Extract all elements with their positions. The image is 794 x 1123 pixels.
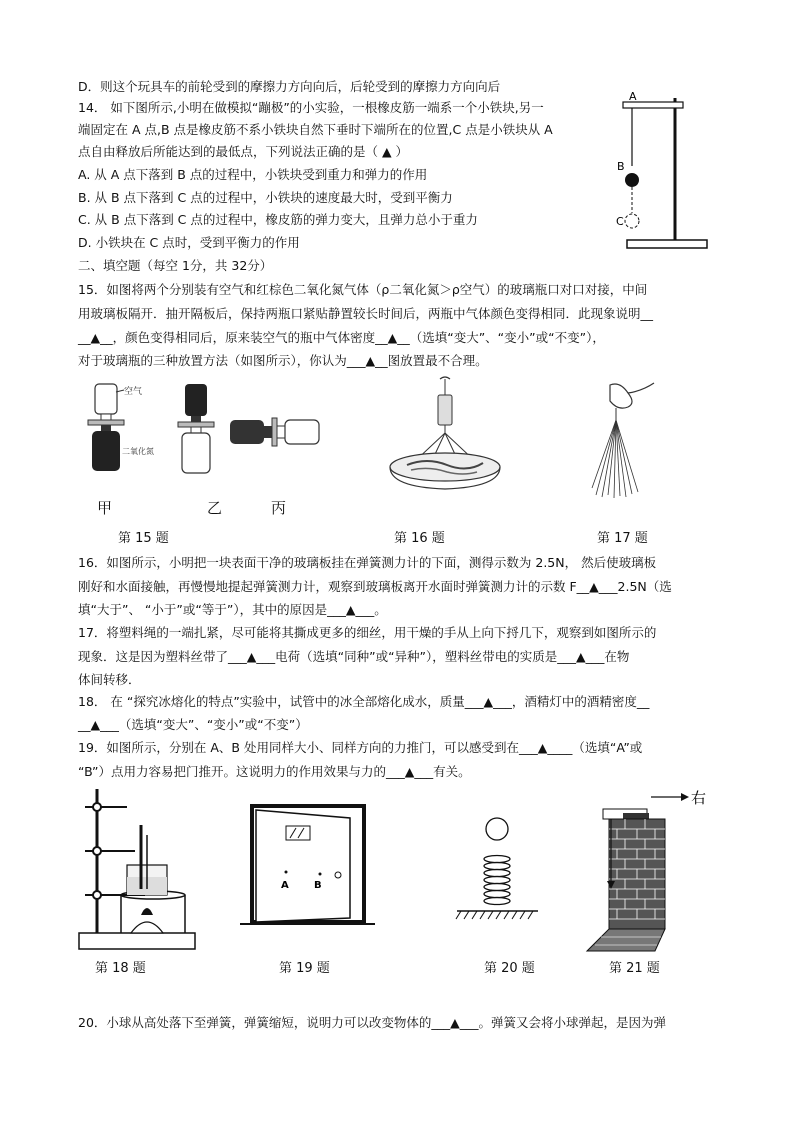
q18-stem-line1: 18． 在 “探究冰熔化的特点”实验中，试管中的冰全部熔化成水，质量___▲___，酒精灯中的酒精密度__ — [78, 694, 650, 709]
q14-stem-line3: 点自由释放后所能达到的最低点，下列说法正确的是（ ▲ ） — [78, 144, 409, 159]
q15-label-jia: 甲 — [97, 499, 113, 517]
q14-label-a: A — [629, 90, 637, 103]
q15-label-no2: 二氧化氮 — [122, 447, 154, 456]
q14-figure-bungee-stand — [605, 88, 715, 258]
q19-stem-line2: “B”）点用力容易把门推开。这说明力的作用效果与力的___▲___有关。 — [78, 764, 471, 779]
q14-label-b: B — [617, 160, 625, 173]
q20-caption: 第 20 题 — [484, 961, 535, 976]
q16-stem-line2: 刚好和水面接触，再慢慢地提起弹簧测力计，观察到玻璃板离开水面时弹簧测力计的示数 F__▲___2.5N（选 — [78, 579, 672, 594]
q15-label-yi: 乙 — [207, 499, 223, 517]
q16-caption: 第 16 题 — [394, 531, 445, 546]
q14-stem-line1: 14． 如下图所示,小明在做模拟“蹦极”的小实验，一根橡皮筋一端系一个小铁块,另一 — [78, 100, 544, 115]
q16-stem-line3: 填“大于”、 “小于”或“等于”），其中的原因是___▲___。 — [78, 602, 387, 617]
q19-caption: 第 19 题 — [279, 961, 330, 976]
q19-label-a: A — [281, 880, 289, 891]
q14-option-c: C. 从 B 点下落到 C 点的过程中，橡皮筋的弹力变大，且弹力总小于重力 — [78, 212, 478, 227]
q14-option-d: D. 小铁块在 C 点时，受到平衡力的作用 — [78, 235, 300, 250]
q18-stem-line2: __▲___（选填“变大”、“变小”或“不变”） — [78, 717, 308, 732]
q17-figure-plastic-strands — [590, 380, 670, 500]
q16-figure-spring-scale-water — [385, 375, 505, 500]
q18-caption: 第 18 题 — [95, 961, 146, 976]
q19-stem-line1: 19．如图所示，分别在 A、B 处用同样大小、同样方向的力推门，可以感受到在___▲____（选填“A”或 — [78, 740, 643, 755]
section-2-heading: 二、填空题（每空 1分，共 32分） — [78, 258, 273, 273]
q13-option-d: D．则这个玩具车的前轮受到的摩擦力方向向后，后轮受到的摩擦力方向向后 — [78, 79, 501, 94]
q15-label-air: 空气 — [124, 387, 143, 397]
q15-stem-line1: 15．如图将两个分别装有空气和红棕色二氧化氮气体（ρ二氧化氮＞ρ空气）的玻璃瓶口对口对接，中间 — [78, 282, 648, 297]
q14-option-b: B. 从 B 点下落到 C 点的过程中，小铁块的速度最大时，受到平衡力 — [78, 190, 453, 205]
q17-stem-line2: 现象．这是因为塑料丝带了___▲___电荷（选填“同种”或“异种”），塑料丝带电的实质是___▲___在物 — [78, 649, 630, 664]
q17-stem-line1: 17．将塑料绳的一端扎紧，尽可能将其撕成更多的细丝，用干燥的手从上向下捋几下，观察到如图所示的 — [78, 625, 657, 640]
q20-stem-line1: 20．小球从高处落下至弹簧，弹簧缩短，说明力可以改变物体的___▲___。弹簧又会将小球弹起，是因为弹 — [78, 1015, 667, 1030]
q19-figure-door — [240, 800, 375, 930]
q15-label-bing: 丙 — [271, 499, 287, 517]
q14-option-a: A. 从 A 点下落到 B 点的过程中，小铁块受到重力和弹力的作用 — [78, 167, 428, 182]
q15-stem-line2: 用玻璃板隔开．抽开隔板后，保持两瓶口紧贴静置较长时间后，两瓶中气体颜色变得相同．此现象说明__ — [78, 306, 654, 321]
q15-caption: 第 15 题 — [118, 531, 169, 546]
q17-caption: 第 17 题 — [597, 531, 648, 546]
q16-stem-line1: 16．如图所示，小明把一块表面干净的玻璃板挂在弹簧测力计的下面，测得示数为 2.5N， 然后使玻璃板 — [78, 555, 657, 570]
q19-label-b: B — [314, 880, 322, 891]
q18-figure-ice-melting-apparatus — [75, 785, 200, 955]
q21-figure-brick-wall-plumb — [585, 785, 710, 955]
q20-figure-ball-spring — [455, 815, 540, 925]
q15-figure-bottles — [80, 378, 330, 518]
q21-caption: 第 21 题 — [609, 961, 660, 976]
q17-stem-line3: 体间转移． — [78, 672, 141, 687]
q14-stem-line2: 端固定在 A 点,B 点是橡皮筋不系小铁块自然下垂时下端所在的位置,C 点是小铁块从 A — [78, 122, 553, 137]
q14-label-c: C — [616, 215, 624, 228]
q15-stem-line3: __▲__，颜色变得相同后，原来装空气的瓶中气体密度__▲__（选填“变大”、“变小”或“不变”）， — [78, 330, 605, 345]
q21-label-right: 右 — [691, 789, 707, 807]
q15-stem-line4: 对于玻璃瓶的三种放置方法（如图所示），你认为___▲__图放置最不合理。 — [78, 353, 488, 368]
